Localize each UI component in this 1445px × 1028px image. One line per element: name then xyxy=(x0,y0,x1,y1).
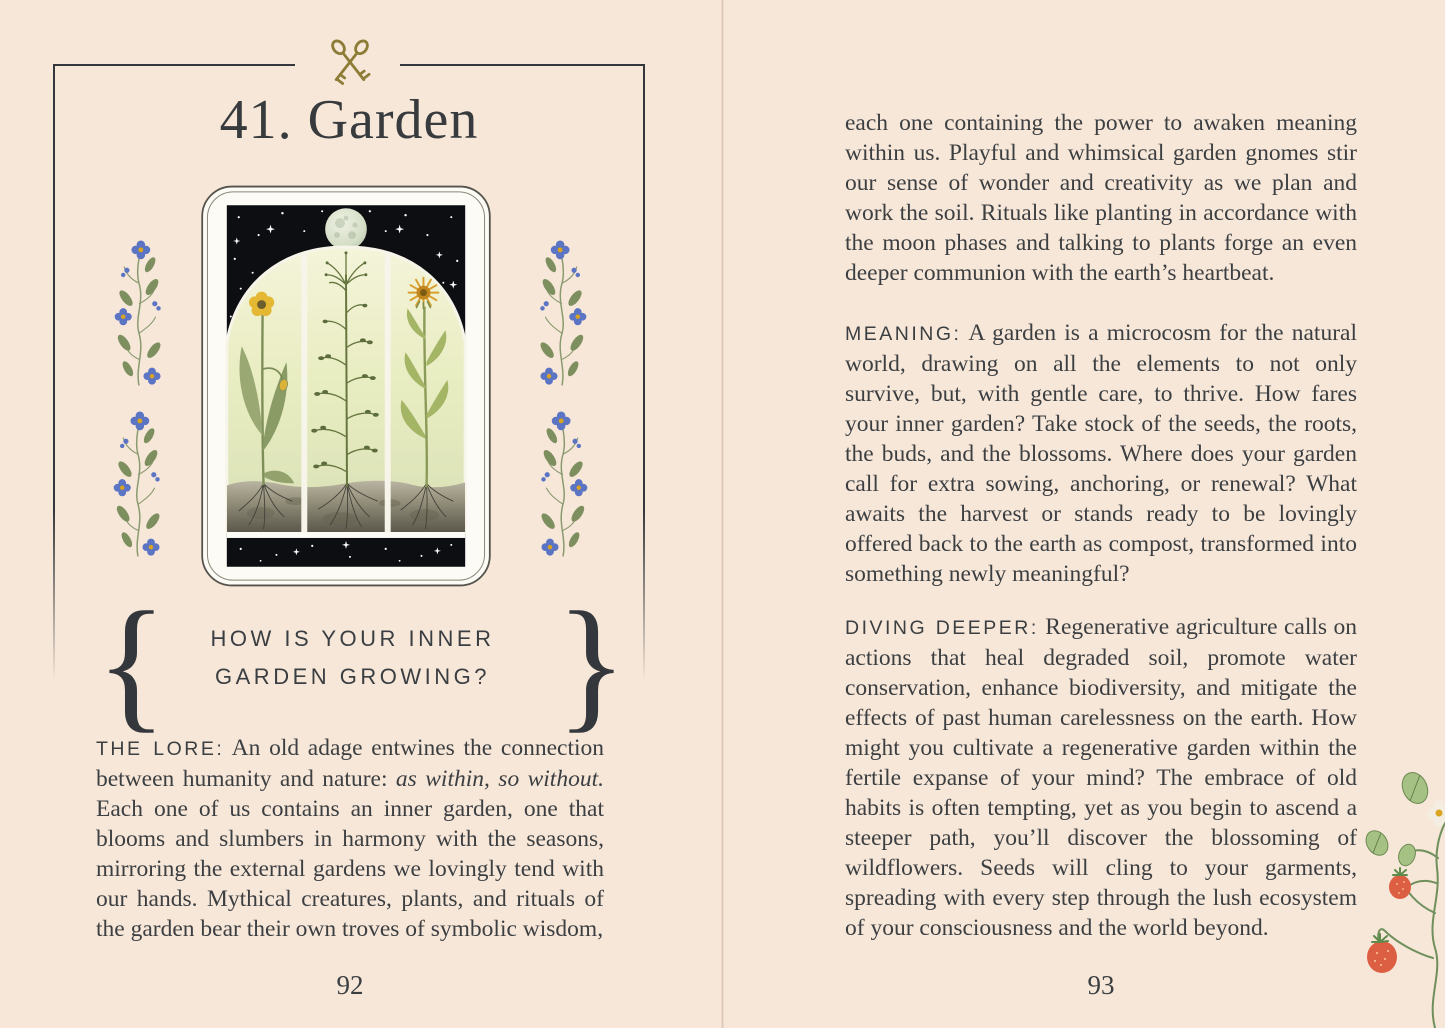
card-question-line1: HOW IS YOUR INNER xyxy=(210,626,495,651)
crossed-keys-icon xyxy=(322,32,378,92)
page-number-left: 92 xyxy=(336,970,364,1000)
frame-top-right-rule xyxy=(400,64,645,66)
card-question xyxy=(160,620,545,696)
chapter-title: 41. Garden xyxy=(219,89,479,151)
continuation-paragraph xyxy=(845,108,1357,288)
lore-text-before: An old adage entwines the connection between humanity and nature: xyxy=(96,735,605,792)
page-gutter xyxy=(721,0,724,1028)
meaning-text: A garden is a microcosm for the natural world, drawing on all the elements to not only survive, but, with gentle care, to thrive. How fares your inner garden? Take stock of the seeds, the roots, the buds, and the blossoms. Where does your garden call for extra sowing, anchoring, or renewal? What awaits the harvest or stands ready to be lovingly offered back to the earth as compost, transformed into something newly meaningful? xyxy=(845,320,1357,587)
strawberry-flower xyxy=(1428,801,1445,827)
moon xyxy=(325,208,367,250)
lore-text-italic: as within, so without. xyxy=(395,766,604,792)
frame-right-rule xyxy=(643,64,645,682)
card-question-line2: GARDEN GROWING? xyxy=(215,664,490,689)
left-brace-ornament: { xyxy=(96,582,168,746)
frame-left-rule xyxy=(53,64,55,682)
lore-text-after: Each one of us contains an inner garden, one that blooms and slumbers in harmony with the seasons, mirroring the external gardens we lovingly tend with our hands. Mythical creatures, plants, and rituals of the garden bear their own troves of symbolic wisdom, xyxy=(96,796,604,942)
frame-top-left-rule xyxy=(53,64,295,66)
diving-deeper-text: Regenerative agriculture calls on actions that heal degraded soil, promote water conservation, enhance biodiversity, and mitigate the effects of past human carelessness on the earth. How might you cultivate a regenerative garden within the fertile expanse of your mind? The embrace of old habits is often tempting, yet as you begin to ascend a steeper path, you’ll discover the blossoming of wildflowers. Seeds will cling to your garments, spreading with every step through the lush ecosystem of your consciousness and the world beyond. xyxy=(845,614,1358,941)
lore-label: THE LORE: xyxy=(96,738,225,760)
diving-deeper-label: DIVING DEEPER: xyxy=(845,617,1039,639)
page-number-right: 93 xyxy=(1087,970,1115,1000)
blue-flower-vine-illustration xyxy=(113,238,165,388)
oracle-card-illustration xyxy=(201,184,491,588)
meaning-label: MEANING: xyxy=(845,323,962,345)
right-brace-ornament: } xyxy=(556,582,628,746)
diving-deeper-paragraph xyxy=(845,612,1357,943)
blue-flower-vine-illustration xyxy=(536,238,588,388)
blue-flower-vine-illustration xyxy=(112,405,164,563)
blue-flower-vine-illustration xyxy=(537,405,589,563)
lore-paragraph xyxy=(96,733,604,944)
strawberry-vine-illustration xyxy=(1355,763,1445,1028)
meaning-paragraph xyxy=(845,318,1357,589)
continuation-text: each one containing the power to awaken meaning within us. Playful and whimsical garden gnomes stir our sense of wonder and creativity as we plan and work the soil. Rituals like planting in accordance with the moon phases and talking to plants forge an even deeper communion with the earth’s heartbeat. xyxy=(845,110,1357,286)
